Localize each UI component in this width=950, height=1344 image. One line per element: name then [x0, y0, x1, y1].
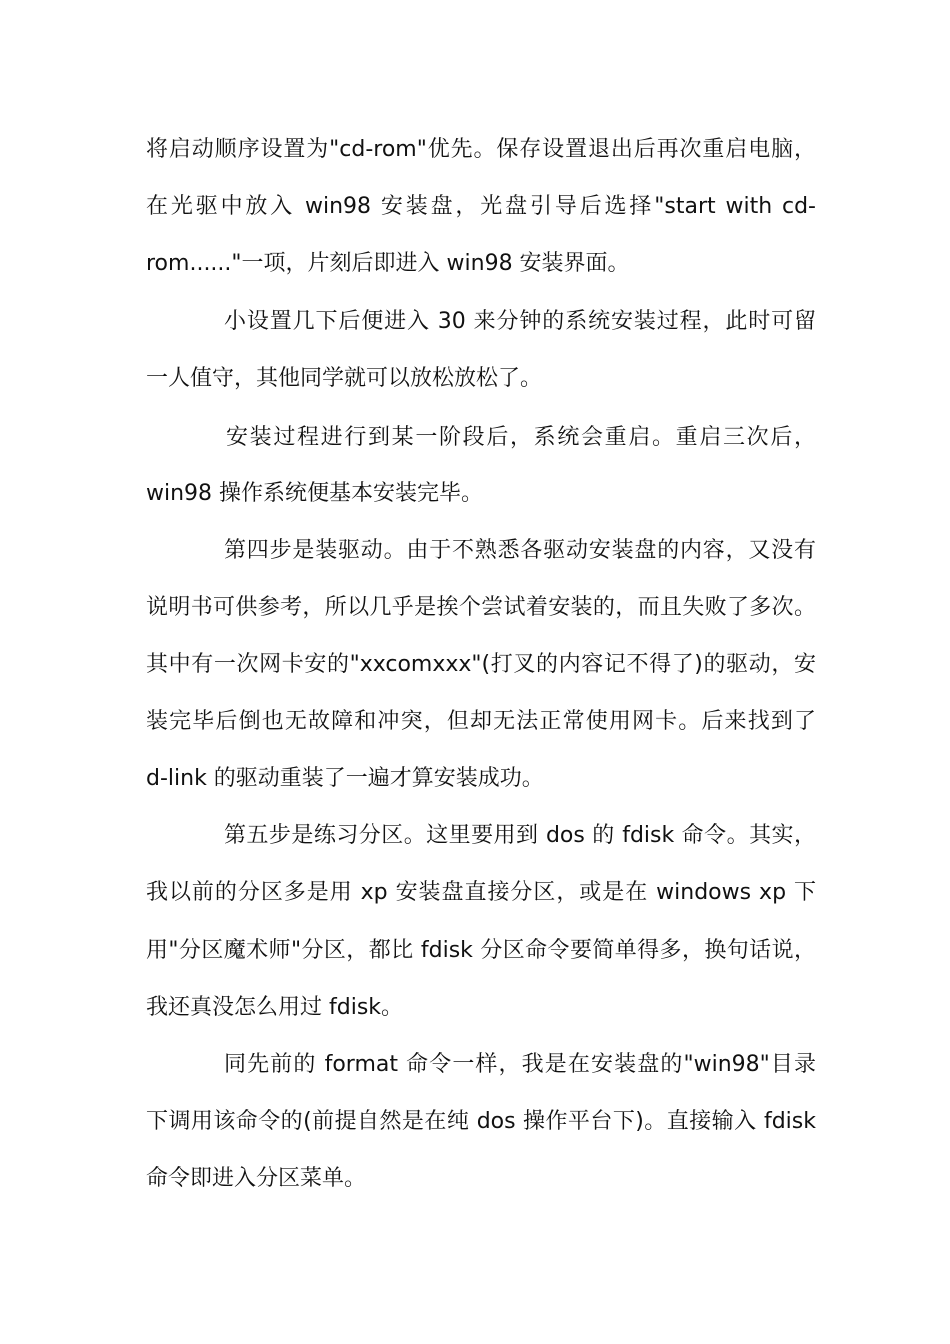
text-line: 安装过程进行到某一阶段后，系统会重启。重启三次后，: [226, 425, 816, 450]
text-line: 说明书可供参考，所以几乎是挨个尝试着安装的，而且失败了多次。: [146, 595, 816, 620]
text-line: 下调用该命令的(前提自然是在纯 dos 操作平台下)。直接输入 fdisk: [146, 1109, 816, 1134]
text-line: d-link 的驱动重装了一遍才算安装成功。: [146, 766, 544, 791]
text-line: win98 操作系统便基本安装完毕。: [146, 481, 484, 506]
text-line: 其中有一次网卡安的"xxcomxxx"(打叉的内容记不得了)的驱动，安: [146, 652, 816, 677]
text-line: 装完毕后倒也无故障和冲突，但却无法正常使用网卡。后来找到了: [146, 709, 816, 734]
text-line: 小设置几下后便进入 30 来分钟的系统安装过程，此时可留: [224, 309, 816, 334]
text-line: 我还真没怎么用过 fdisk。: [146, 995, 404, 1020]
text-line: 用"分区魔术师"分区，都比 fdisk 分区命令要简单得多，换句话说，: [146, 938, 816, 963]
text-line: 一人值守，其他同学就可以放松放松了。: [146, 366, 543, 391]
text-line: 在光驱中放入 win98 安装盘，光盘引导后选择"start with cd-: [146, 194, 816, 219]
text-line: 同先前的 format 命令一样，我是在安装盘的"win98"目录: [224, 1052, 816, 1077]
text-line: 命令即进入分区菜单。: [146, 1166, 367, 1191]
text-line: 我以前的分区多是用 xp 安装盘直接分区，或是在 windows xp 下: [146, 880, 816, 905]
text-line: rom......"一项，片刻后即进入 win98 安装界面。: [146, 251, 630, 276]
text-line: 第四步是装驱动。由于不熟悉各驱动安装盘的内容，又没有: [224, 538, 816, 563]
text-line: 将启动顺序设置为"cd-rom"优先。保存设置退出后再次重启电脑，: [146, 137, 816, 162]
text-line: 第五步是练习分区。这里要用到 dos 的 fdisk 命令。其实，: [224, 823, 816, 848]
